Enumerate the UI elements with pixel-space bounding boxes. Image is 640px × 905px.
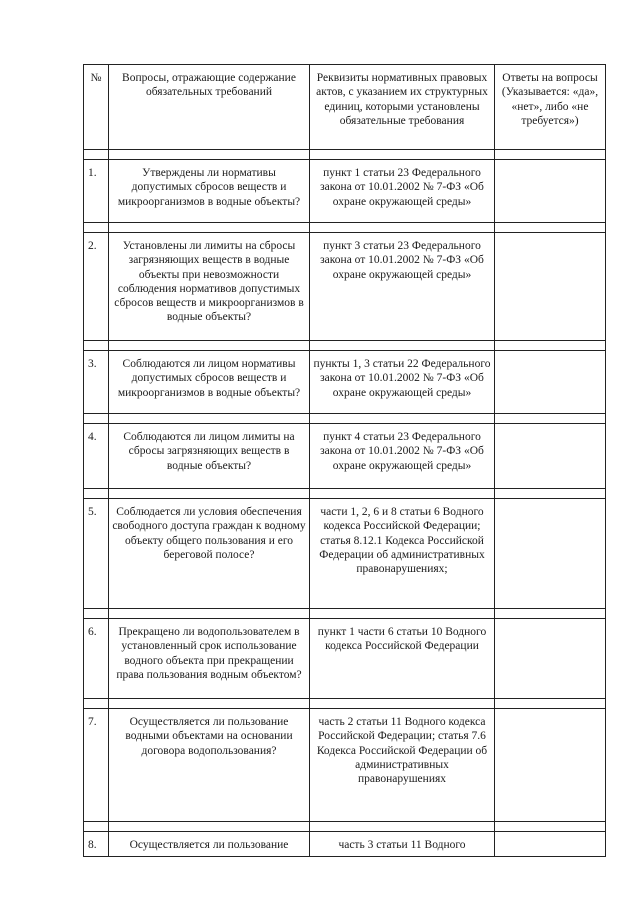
row-gap xyxy=(84,223,606,233)
row-gap xyxy=(84,414,606,424)
table-row xyxy=(84,709,606,822)
row-num: 6. xyxy=(84,619,109,699)
header-answers: Ответы на вопросы (Указывается: «да», «нет», либо «не требуется») xyxy=(495,65,606,150)
row-answer-field[interactable] xyxy=(495,351,606,414)
table-row xyxy=(84,424,606,489)
row-question: Соблюдается ли условия обеспечения свободного доступа граждан к водному объекту общего пользования и его береговой полосе? xyxy=(109,499,310,609)
row-num: 1. xyxy=(84,160,109,223)
row-question: Утверждены ли нормативы допустимых сбросов веществ и микроорганизмов в водные объекты? xyxy=(109,160,310,223)
row-answer-field[interactable] xyxy=(495,160,606,223)
row-requisites: часть 2 статьи 11 Водного кодекса Российской Федерации; статья 7.6 Кодекса Российской Федерации об административных правонарушениях xyxy=(310,709,495,822)
table-header-row xyxy=(84,65,606,150)
row-num: 2. xyxy=(84,233,109,341)
table-row xyxy=(84,832,606,857)
table-row xyxy=(84,499,606,609)
row-gap xyxy=(84,489,606,499)
row-answer-field[interactable] xyxy=(495,619,606,699)
row-requisites: пункты 1, 3 статьи 22 Федерального закона от 10.01.2002 № 7-ФЗ «Об охране окружающей среды» xyxy=(310,351,495,414)
row-question: Установлены ли лимиты на сбросы загрязняющих веществ в водные объекты при невозможности соблюдения нормативов допустимых сбросов веществ и микроорганизмов в водные объекты? xyxy=(109,233,310,341)
row-answer-field[interactable] xyxy=(495,424,606,489)
table-row xyxy=(84,233,606,341)
checklist-table xyxy=(83,64,606,857)
row-requisites: пункт 1 части 6 статьи 10 Водного кодекса Российской Федерации xyxy=(310,619,495,699)
row-question: Осуществляется ли пользование xyxy=(109,832,310,857)
row-num: 5. xyxy=(84,499,109,609)
row-answer-field[interactable] xyxy=(495,499,606,609)
row-question: Прекращено ли водопользователем в установленный срок использование водного объекта при прекращении права пользования водным объектом? xyxy=(109,619,310,699)
row-question: Соблюдаются ли лицом нормативы допустимых сбросов веществ и микроорганизмов в водные объекты? xyxy=(109,351,310,414)
row-answer-field[interactable] xyxy=(495,709,606,822)
row-question: Соблюдаются ли лицом лимиты на сбросы загрязняющих веществ в водные объекты? xyxy=(109,424,310,489)
table-row xyxy=(84,351,606,414)
row-num: 3. xyxy=(84,351,109,414)
row-question: Осуществляется ли пользование водными объектами на основании договора водопользования? xyxy=(109,709,310,822)
header-requisites: Реквизиты нормативных правовых актов, с указанием их структурных единиц, которыми установлены обязательные требования xyxy=(310,65,495,150)
row-num: 7. xyxy=(84,709,109,822)
row-answer-field[interactable] xyxy=(495,233,606,341)
row-requisites: пункт 3 статьи 23 Федерального закона от 10.01.2002 № 7-ФЗ «Об охране окружающей среды» xyxy=(310,233,495,341)
row-gap xyxy=(84,150,606,160)
row-requisites: пункт 1 статьи 23 Федерального закона от 10.01.2002 № 7-ФЗ «Об охране окружающей среды» xyxy=(310,160,495,223)
table-row xyxy=(84,619,606,699)
row-gap xyxy=(84,609,606,619)
row-num: 8. xyxy=(84,832,109,857)
row-answer-field[interactable] xyxy=(495,832,606,857)
header-num: № xyxy=(84,65,109,150)
row-requisites: части 1, 2, 6 и 8 статьи 6 Водного кодекса Российской Федерации; статья 8.12.1 Кодекса Российской Федерации об административных правонарушениях; xyxy=(310,499,495,609)
row-gap xyxy=(84,822,606,832)
row-requisites: часть 3 статьи 11 Водного xyxy=(310,832,495,857)
table-row xyxy=(84,160,606,223)
row-requisites: пункт 4 статьи 23 Федерального закона от 10.01.2002 № 7-ФЗ «Об охране окружающей среды» xyxy=(310,424,495,489)
row-gap xyxy=(84,341,606,351)
header-question: Вопросы, отражающие содержание обязательных требований xyxy=(109,65,310,150)
row-gap xyxy=(84,699,606,709)
row-num: 4. xyxy=(84,424,109,489)
